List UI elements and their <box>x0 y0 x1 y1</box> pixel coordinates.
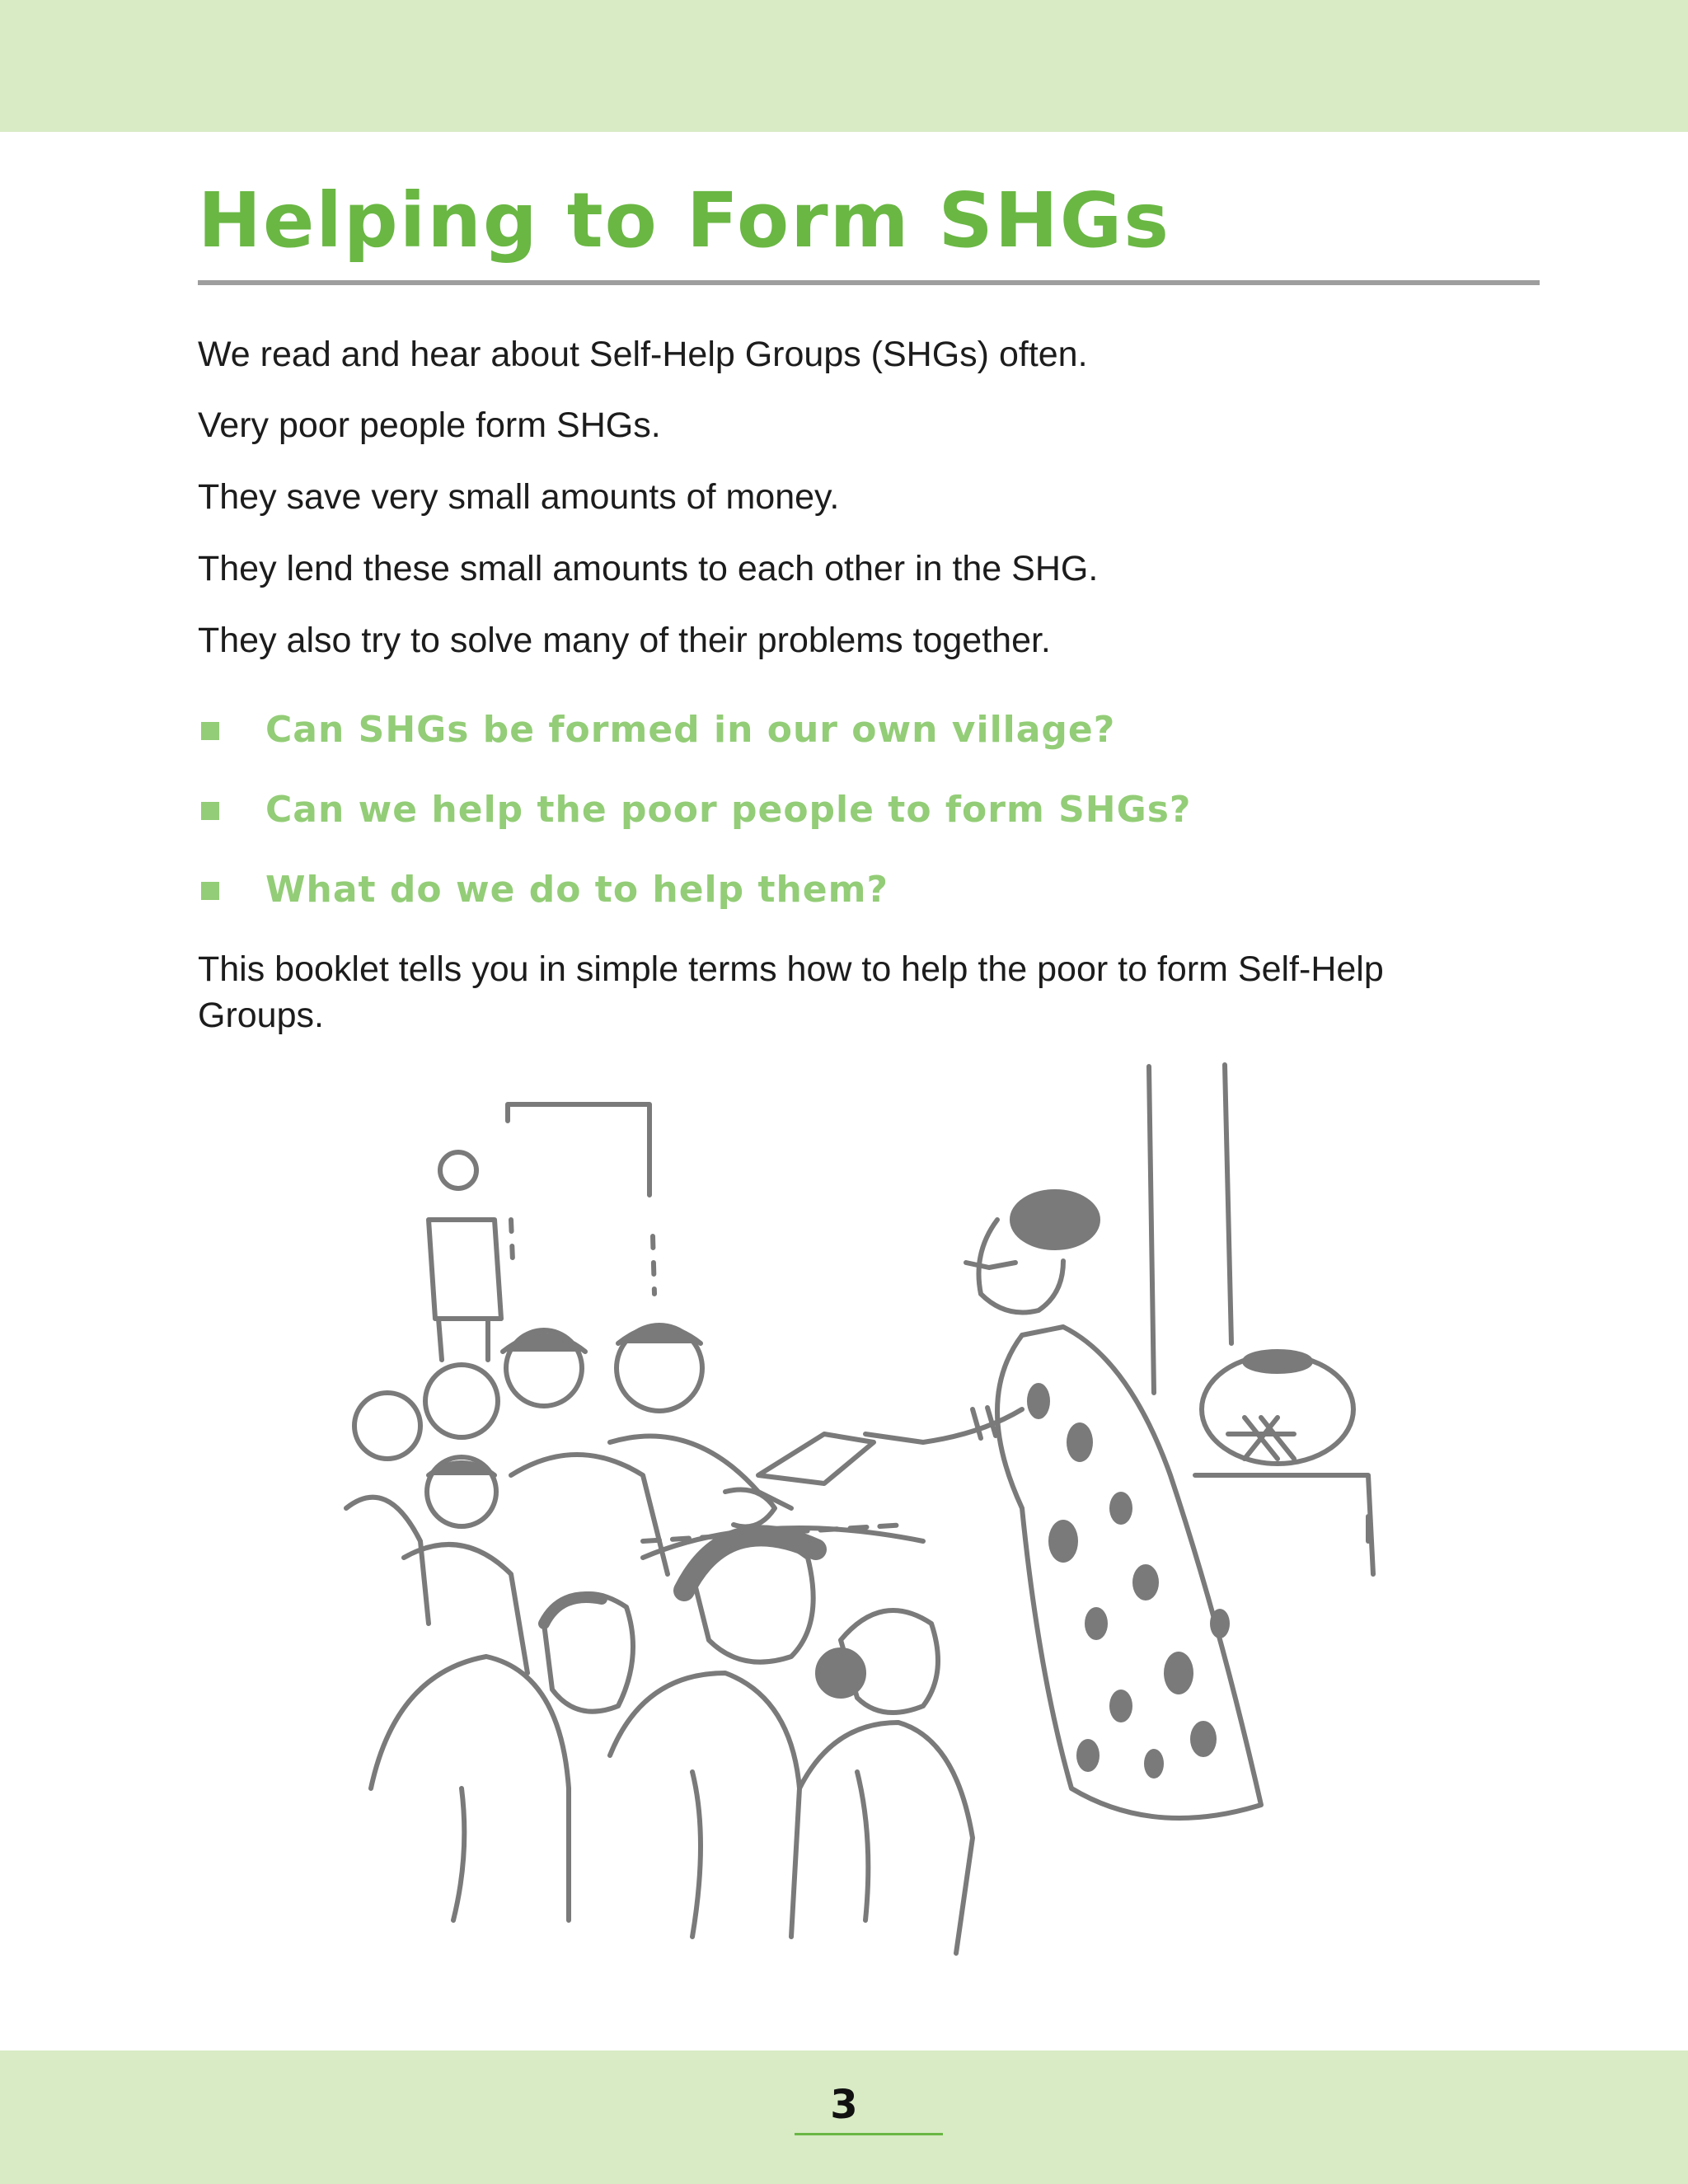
front-person-hair <box>544 1597 602 1624</box>
pot-mouth <box>1245 1352 1311 1371</box>
question-item <box>198 865 1517 915</box>
seated-person-head <box>425 1365 498 1437</box>
front-person-fold <box>692 1772 701 1937</box>
closing-paragraph: This booklet tells you in simple terms how to help the poor to form Self-Help Groups. <box>198 949 1384 1035</box>
saree-spots <box>1027 1383 1230 1779</box>
seated-person-body <box>346 1497 429 1624</box>
group-meeting-illustration <box>297 1047 1401 2003</box>
teacher-glasses <box>966 1263 1015 1268</box>
question-text: Can SHGs be formed in our own village? <box>265 709 1116 751</box>
pillar-line <box>1225 1065 1231 1343</box>
page-number: 3 <box>830 2082 858 2128</box>
doorway-line <box>508 1104 649 1195</box>
square-bullet-icon <box>201 722 219 740</box>
intro-line-3: They save very small amounts of money. <box>198 477 840 517</box>
seated-person-hair <box>618 1327 701 1343</box>
front-person-body <box>799 1722 973 1953</box>
seated-person-hair <box>503 1335 585 1352</box>
question-text: Can we help the poor people to form SHGs? <box>265 789 1192 831</box>
page-number-underline <box>795 2133 943 2135</box>
pot-stand <box>1195 1475 1373 1574</box>
square-bullet-icon <box>201 882 219 900</box>
intro-line-2: Very poor people form SHGs. <box>198 405 661 445</box>
question-item <box>198 785 1517 835</box>
front-person-bun <box>818 1650 864 1696</box>
title-underline <box>198 280 1540 285</box>
front-person-body <box>371 1657 569 1920</box>
front-person-body <box>610 1673 799 1937</box>
front-person-hair <box>684 1535 816 1591</box>
square-bullet-icon <box>201 802 219 820</box>
page-title: Helping to Form SHGs <box>198 176 1171 265</box>
paper-sheet <box>758 1434 874 1483</box>
intro-line-1: We read and hear about Self-Help Groups (SHGs) often. <box>198 335 1088 374</box>
question-item <box>198 705 1517 755</box>
man-legs <box>438 1319 488 1360</box>
front-person-fold <box>453 1788 464 1920</box>
pillar-line <box>1149 1066 1154 1393</box>
intro-line-4: They lend these small amounts to each other in the SHG. <box>198 549 1099 588</box>
front-person-fold <box>857 1772 868 1920</box>
pot-pattern <box>1228 1418 1294 1459</box>
top-header-band <box>0 0 1688 132</box>
man-body <box>429 1220 501 1319</box>
teacher-hair-bun <box>1012 1192 1098 1248</box>
teacher-bangles <box>973 1408 996 1438</box>
intro-line-5: They also try to solve many of their problems together. <box>198 621 1051 660</box>
seated-person-head <box>354 1393 420 1459</box>
man-head <box>440 1152 476 1188</box>
question-text: What do we do to help them? <box>265 869 889 911</box>
doorway-dash <box>511 1220 654 1294</box>
